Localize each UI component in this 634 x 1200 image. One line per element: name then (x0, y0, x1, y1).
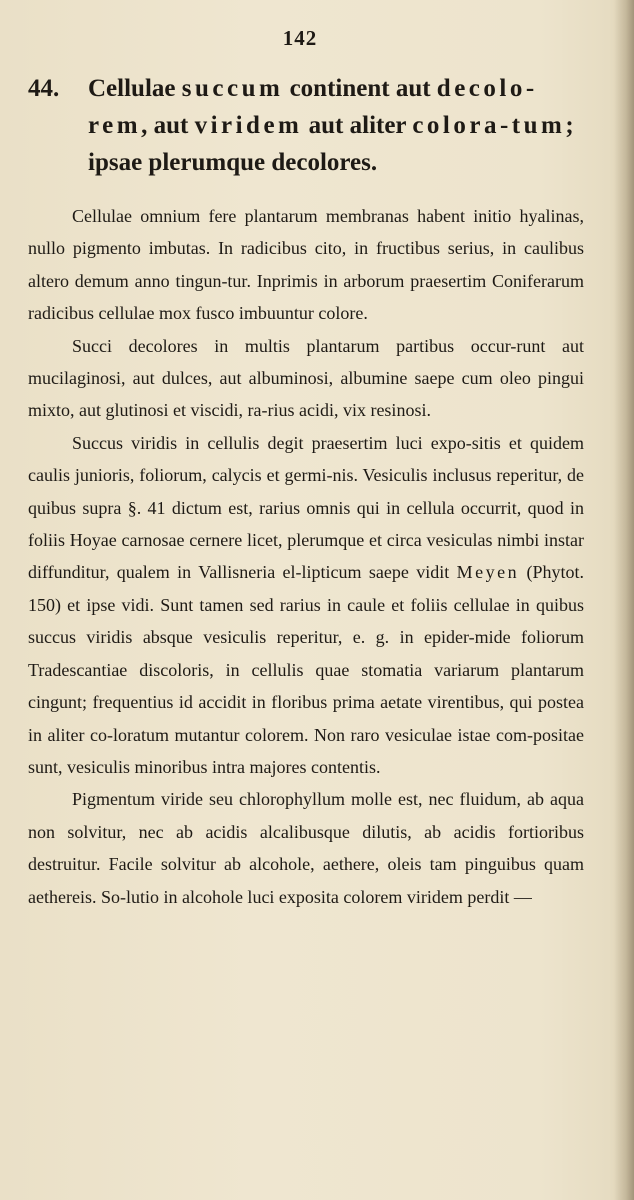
paragraph-1: Cellulae omnium fere plantarum membranas habent initio hyalinas, nullo pigmento imbutas. In radicibus cito, in fructibus serius, in caulibus altero demum anno tingun-tur. Inprimis in arborum praesertim Coniferarum radicibus cellulae mox fusco imbuuntur colore. (28, 206, 584, 324)
paragraph-3-text: Succus viridis in cellulis degit praesertim luci expo-sitis et quidem caulis junioris, foliorum, calycis et germi-nis. Vesiculis inclusus reperitur, de quibus supra §. 41 dictum est, rarius omnis qui in cellula occurrit, quod in foliis Hoyae carnosae cernere licet, plerumque et circa vesiculas nimbi instar diffunditur, qualem in Vallisneria el-lipticum saepe vidit (28, 432, 584, 583)
title-spaced-word: decolo-rem (88, 75, 538, 139)
title-segment: aut aliter (302, 112, 413, 139)
paragraph-2: Succi decolores in multis plantarum partibus occur-runt aut mucilaginosi, aut dulces, aut albuminosi, albumine saepe cum oleo pingui mixto, aut glutinosi et viscidi, ra-rius acidi, vix resinosi. (28, 335, 584, 421)
title-segment: ; ipsae plerumque decolores. (88, 112, 574, 176)
paragraph-3 (28, 427, 584, 783)
body-text (28, 200, 584, 913)
title-spaced-word: colora-tum (412, 112, 566, 139)
title-segment: , aut (141, 112, 195, 139)
page-number: 142 (282, 26, 318, 50)
title-segment: continent aut (283, 75, 437, 102)
binding-shadow (614, 0, 634, 1200)
paragraph-4: Pigmentum viride seu chlorophyllum molle est, nec fluidum, ab aqua non solvitur, nec ab acidis alcalibusque dilutis, ab acidis fortioribus destruitur. Facile solvitur ab alcohole, aethere, oleis tam pinguibus quam aethereis. So-lutio in alcohole luci exposita colorem viridem perdit — (28, 789, 584, 907)
author-name: Meyen (456, 562, 520, 583)
title-spaced-word: succum (181, 75, 284, 102)
title-segment: Cellulae (88, 75, 182, 102)
section-title (88, 70, 588, 181)
section-number: 44. (28, 75, 60, 102)
paragraph-3-text: (Phytot. 150) et ipse vidi. Sunt tamen sed rarius in caule et foliis cellulae in quibus succus viridis absque vesiculis reperitur, e. g. in epider-mide foliorum Tradescantiae discoloris, in cellulis quae stomatia variarum plantarum cingunt; frequentius id accidit in floribus prima aetate virentibus, qui postea in aliter co-loratum mutantur colorem. Non raro vesiculae istae com-positae sunt, vesiculis minoribus intra majores contentis. (28, 562, 584, 777)
title-spaced-word: viridem (194, 112, 303, 139)
